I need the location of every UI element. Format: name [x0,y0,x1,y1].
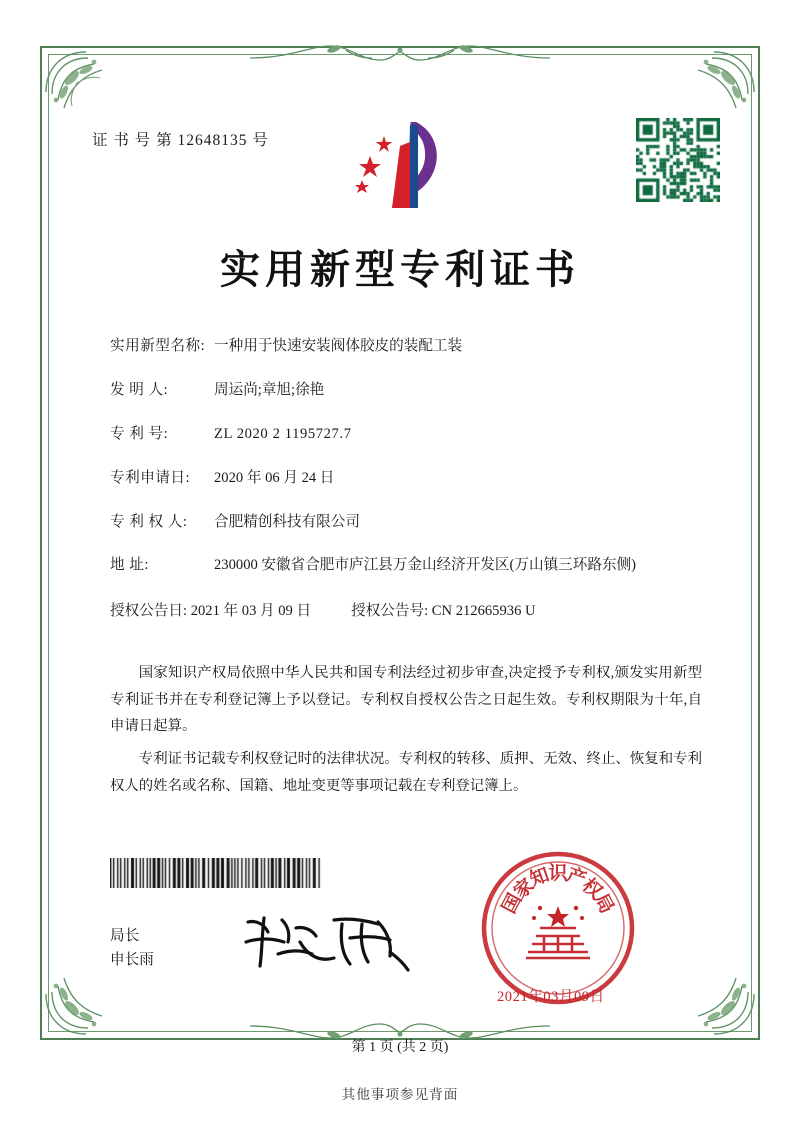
corner-ornament-bottom-right-icon [672,952,758,1038]
field-application-date [110,468,710,490]
director-label: 局长 [110,928,140,944]
svg-text:权: 权 [577,874,607,904]
handwritten-signature [238,908,418,976]
page-number: 第 1 页 (共 2 页) [351,1040,449,1055]
certificate-number: 证 书 号 第 12648135 号 [92,132,269,149]
paragraph-register: 专利证书记载专利权登记时的法律状况。专利权的转移、质押、无效、终止、恢复和专利权人的姓名或名称、国籍、地址变更等事项记载在专利登记簿上。 [110,750,702,794]
grant-date-label: 授权公告日: [110,603,188,620]
field-grant-notice [110,599,710,620]
back-side-note: 其他事项参见背面 [341,1087,459,1102]
grant-date-value: 2021 年 03 月 09 日 [190,603,312,620]
field-label: 专利申请日: [110,469,191,486]
corner-ornament-top-left-icon [42,48,128,134]
svg-text:局: 局 [589,890,619,918]
official-seal [478,848,638,1008]
field-value: 一种用于快速安装阀体胶皮的装配工装 [214,338,463,354]
svg-text:国: 国 [497,890,527,918]
qr-code [636,118,720,202]
grant-number-segment [351,599,535,620]
svg-text:家: 家 [509,874,539,904]
field-address [110,555,710,577]
svg-text:识: 识 [548,862,568,884]
field-value: ZL 2020 2 1195727.7 [214,425,352,442]
field-label: 专 利 号: [110,425,169,442]
field-value: 周运尚;章旭;徐艳 [214,381,325,398]
field-label: 发 明 人: [110,381,169,398]
director-block [110,924,154,972]
field-value: 230000 安徽省合肥市庐江县万金山经济开发区(万山镇三环路东侧) [214,557,636,574]
grant-number-value: CN 212665936 U [431,603,536,620]
field-patentee [110,512,710,534]
field-value: 2020 年 06 月 24 日 [214,469,335,486]
director-name: 申长雨 [110,952,154,969]
svg-text:产: 产 [563,863,590,891]
grant-date-segment [110,599,311,620]
barcode [110,858,322,888]
field-patent-number [110,424,710,446]
grant-number-label: 授权公告号: [351,603,429,620]
field-inventors [110,380,710,402]
field-label: 实用新型名称: [110,338,206,354]
field-label: 专 利 权 人: [110,513,188,530]
seal-date: 2021年03月09日 [497,989,605,1005]
field-list [110,336,710,630]
field-value: 合肥精创科技有限公司 [214,513,360,530]
field-label: 地 址: [110,557,149,574]
cnipa-logo-icon [348,112,456,220]
border-flourish-top-icon [250,40,550,84]
legal-text [110,660,702,805]
field-invention-name [110,336,710,358]
paragraph-grant: 国家知识产权局依照中华人民共和国专利法经过初步审查,决定授予专利权,颁发实用新型专利证书并在专利登记簿上予以登记。专利权自授权公告之日起生效。专利权期限为十年,自申请日起算。 [110,665,702,735]
svg-text:知: 知 [526,863,553,891]
page-title: 实用新型专利证书 [220,246,580,293]
